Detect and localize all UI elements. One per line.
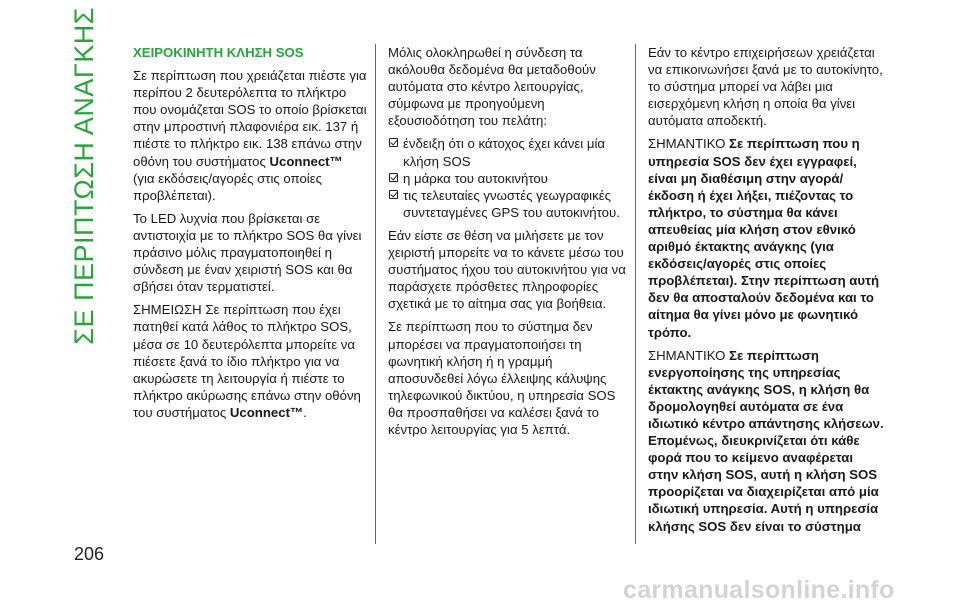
product-name: Uconnect™ [229,404,304,420]
page-number: 206 [74,544,105,564]
checkbox-bullet-icon [389,138,398,147]
section-heading: ΧΕΙΡΟΚΙΝΗΤΗ ΚΛΗΣΗ SOS [133,45,304,60]
list-item: τις τελευταίες γνωστές γεωγραφικές συντεταγμένες GPS του αυτοκινήτου. [388,187,628,221]
section-side-title [58,7,110,345]
list-item: η μάρκα του αυτοκινήτου [388,170,628,187]
watermark: carmanualsonline.info [623,576,895,604]
paragraph: Μόλις ολοκληρωθεί η σύνδεση τα ακόλουθα δεδομένα θα μεταδοθούν αυτόματα στο κέντρο λειτουργίας, σύμφωνα με προηγούμενη εξουσιοδότηση του πελάτη: [388,45,596,129]
checkbox-bullet-icon [389,190,398,199]
paragraph: Σε περίπτωση που το σύστημα δεν μπορέσει να πραγματοποιήσει τη φωνητική κλήση ή η γραμμή αποσυνδεθεί λόγω έλλειψης κάλυψης τηλεφωνικού δικτύου, η υπηρεσία SOS θα προσπαθήσει να καλέσει ξανά το κέντρο λειτουργίας για 5 λεπτά. [388,319,616,437]
paragraph: Το LED λυχνία που βρίσκεται σε αντιστοιχία με το πλήκτρο SOS θα γίνει πράσινο μόλις πραγματοποιηθεί η σύνδεση με έναν χειριστή SOS και θα σβήσει όταν τερματιστεί. [133,210,362,295]
important-note: ΣΗΜΑΝΤΙΚΟ Σε περίπτωση ενεργοποίησης της υπηρεσίας έκτακτης ανάγκης SOS, η κλήση θα δρομολογηθεί αυτόματα σε ένα ιδιωτικό κέντρο απάντησης κλήσεων. Επομένως, διευκρινίζεται ότι κάθε φορά που το κείμενο αναφέρεται στην κλήση SOS, αυτή η κλήση SOS προορίζεται να διαχειρίζεται από μία ιδιωτική υπηρεσία. Αυτή η υπηρεσία κλήσης SOS δεν είναι το σύστημα [648,347,884,534]
text-column-1 [133,44,369,427]
list-item: ένδειξη ότι ο κάτοχος έχει κάνει μία κλήση SOS [388,135,628,169]
paragraph: Εάν το κέντρο επιχειρήσεων χρειάζεται να επικοινωνήσει ξανά με το αυτοκίνητο, το σύστημα μπορεί να λάβει μια εισερχόμενη κλήση η οποία θα γίνει αυτόματα αποδεκτή. [648,45,883,129]
checkbox-bullet-icon [389,173,398,182]
column-divider-2 [635,44,636,544]
text-column-3 [648,44,886,541]
paragraph: ΣΗΜΕΙΩΣΗ Σε περίπτωση που έχει πατηθεί κατά λάθος το πλήκτρο SOS, μέσα σε 10 δευτερόλεπτα μπορείτε να πιέσετε ξανά το ίδιο πλήκτρο για να ακυρώσετε τη λειτουργία ή πιέστε το πλήκτρο ακύρωσης επάνω στην οθόνη του συστήματος Uconnect™. [133,302,361,420]
section-side-title-text: ΣΕ ΠΕΡΙΠΤΩΣΗ ΑΝΑΓΚΗΣ [68,7,99,345]
text-column-2 [388,44,628,444]
paragraph: Εάν είστε σε θέση να μιλήσετε με τον χειριστή μπορείτε να το κάνετε μέσω του συστήματος ήχου του αυτοκινήτου για να παράσχετε πρόσθετες πληροφορίες σχετικά με το αίτημα σας για βοήθεια. [388,227,626,312]
important-note: ΣΗΜΑΝΤΙΚΟ Σε περίπτωση που η υπηρεσία SOS δεν έχει εγγραφεί, είναι μη διαθέσιμη στην αγορά/έκδοση ή έχει λήξει, πιέζοντας το πλήκτρο, το σύστημα θα κάνει απευθείας μία κλήση στον εθνικό αριθμό έκτακτης ανάγκης (για εκδόσεις/αγορές στις οποίες προβλέπεται). Στην περίπτωση αυτή δεν θα αποσταλούν δεδομένα και το αίτημα θα γίνει μόνο με φωνητικό τρόπο. [648,136,880,340]
column-divider-1 [375,44,376,544]
product-name: Uconnect™ [269,153,343,169]
paragraph: Σε περίπτωση που χρειάζεται πιέστε για περίπου 2 δευτερόλεπτα το πλήκτρο που ονομάζεται SOS το οποίο βρίσκεται στην μπροστινή πλαφονιέρα εικ. 137 ή πιέστε το πλήκτρο εικ. 138 επάνω στην οθόνη του συστήματος Uconnect™ (για εκδόσεις/αγορές στις οποίες προβλέπεται). [133,68,367,203]
